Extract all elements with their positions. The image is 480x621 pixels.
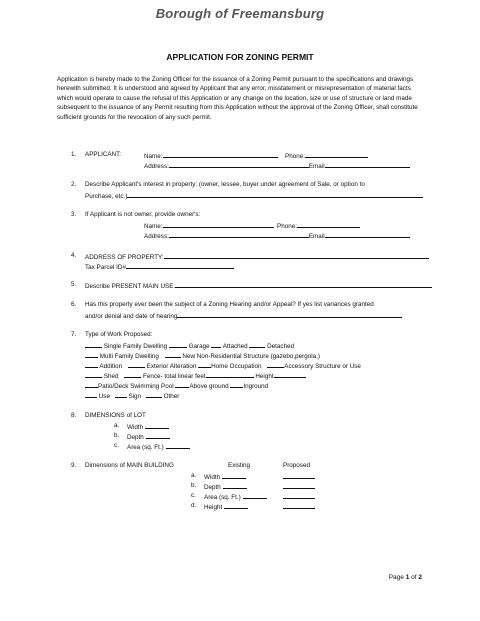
applicant-email-field[interactable] xyxy=(325,160,410,168)
item-letter: b. xyxy=(114,432,120,439)
single-family-label: Single Family Dwelling xyxy=(103,343,168,350)
inground-label: Inground xyxy=(243,383,269,390)
page-word: Page xyxy=(388,574,404,581)
section-number: 1. xyxy=(71,151,77,158)
lot-depth-label: Depth xyxy=(127,434,144,441)
addition-label: Addition xyxy=(99,363,123,370)
item-letter: c. xyxy=(114,442,119,449)
section-number: 9. xyxy=(71,462,77,469)
addition-checkbox[interactable] xyxy=(85,360,98,368)
detached-checkbox[interactable] xyxy=(249,340,265,348)
building-area-existing-field[interactable] xyxy=(243,491,267,499)
phone-label: Phone: xyxy=(285,153,305,160)
owner-email-field[interactable] xyxy=(325,230,410,238)
use-checkbox[interactable] xyxy=(85,390,97,398)
fence-label: Fence- total linear feet xyxy=(142,373,206,380)
property-address-label: ADDRESS OF PROPERTY: xyxy=(85,254,164,261)
owner-label: If Applicant is not owner, provide owner's: xyxy=(85,211,201,218)
exterior-alteration-label: Exterior Alteration xyxy=(146,363,197,370)
applicant-address-field[interactable] xyxy=(169,160,309,168)
main-use-label: Describe PRESENT MAIN USE: xyxy=(85,283,176,290)
building-width-existing-field[interactable] xyxy=(222,471,246,479)
total-pages: 2 xyxy=(418,574,422,581)
name-label: Name: xyxy=(144,223,163,230)
item-letter: c. xyxy=(191,492,196,499)
tax-parcel-field[interactable] xyxy=(126,261,234,269)
current-page: 1 xyxy=(405,574,410,581)
name-label: Name: xyxy=(144,153,163,160)
section-number: 5. xyxy=(71,281,77,288)
multi-family-label: Multi Family Dwelling xyxy=(99,353,159,360)
hearing-question: Has this property ever been the subject of a Zoning Hearing and/or Appeal? If yes list variances granted xyxy=(85,301,374,308)
lot-depth-field[interactable] xyxy=(146,431,170,439)
shed-checkbox[interactable] xyxy=(85,370,102,378)
building-area-proposed-field[interactable] xyxy=(283,491,315,499)
owner-name-field[interactable] xyxy=(163,220,274,228)
building-height-existing-field[interactable] xyxy=(224,501,248,509)
home-occupation-label: Home Occupation xyxy=(211,363,262,370)
interest-question: Describe Applicant's interest in property: (owner, lessee, buyer under agreement of Sale, or option to xyxy=(85,181,365,188)
inground-checkbox[interactable] xyxy=(230,380,243,388)
non-residential-checkbox[interactable] xyxy=(165,350,181,358)
other-checkbox[interactable] xyxy=(146,390,162,398)
proposed-header: Proposed xyxy=(283,462,310,469)
organization-header: Borough of Freemansburg xyxy=(155,6,325,21)
property-address-field[interactable] xyxy=(164,251,429,259)
multi-family-checkbox[interactable] xyxy=(85,350,98,358)
section-number: 6. xyxy=(71,301,77,308)
building-depth-proposed-field[interactable] xyxy=(283,481,315,489)
patio-label: Patio/Deck xyxy=(98,383,129,390)
use-label: Use xyxy=(98,393,110,400)
page-title: APPLICATION FOR ZONING PERMIT xyxy=(166,52,314,62)
above-ground-checkbox[interactable] xyxy=(175,380,189,388)
section-number: 3. xyxy=(71,211,77,218)
lot-width-field[interactable] xyxy=(145,421,169,429)
garage-checkbox[interactable] xyxy=(169,340,187,348)
exterior-alteration-checkbox[interactable] xyxy=(128,360,145,368)
attached-checkbox[interactable] xyxy=(211,340,221,348)
type-of-work-label: Type of Work Proposed: xyxy=(85,331,153,338)
attached-label: Attached xyxy=(222,343,248,350)
above-ground-label: Above ground xyxy=(189,383,229,390)
shed-label: Shed xyxy=(103,373,119,380)
section-number: 8. xyxy=(71,412,77,419)
building-height-label: Height xyxy=(204,504,223,511)
building-depth-label: Depth xyxy=(204,484,221,491)
single-family-checkbox[interactable] xyxy=(85,340,102,348)
interest-field[interactable] xyxy=(127,190,423,198)
interest-question-cont: Purchase, etc.) xyxy=(85,193,128,200)
email-label: Email xyxy=(308,233,325,240)
fence-height-field[interactable] xyxy=(274,370,306,378)
hearing-field[interactable] xyxy=(177,310,402,318)
home-occupation-checkbox[interactable] xyxy=(198,360,211,368)
building-width-proposed-field[interactable] xyxy=(283,471,315,479)
fence-length-field[interactable] xyxy=(206,370,254,378)
sign-checkbox[interactable] xyxy=(115,390,127,398)
item-letter: a. xyxy=(191,472,197,479)
email-label: Email xyxy=(308,163,325,170)
intro-paragraph: Application is hereby made to the Zoning Officer for the issuance of a Zoning Permit pursuant to the specifications and drawings herewith submitted. It is understood and agreed by Applicant that any error, misstatement or misrepresentation of material facts which would operate to cause the refusal of this Application or any change on the location, size or use of structure or land made subsequent to the issuance of any Permit resulting from this Application without the approval of the Zoning Officer, shall constitute sufficient grounds for the revocation of any such permit. xyxy=(57,76,418,121)
phone-label: Phone: xyxy=(277,223,297,230)
patio-checkbox[interactable] xyxy=(85,380,98,388)
address-label: Address: xyxy=(144,163,169,170)
building-depth-existing-field[interactable] xyxy=(223,481,247,489)
accessory-checkbox[interactable] xyxy=(267,360,284,368)
section-number: 2. xyxy=(71,181,77,188)
lot-dimensions-label: DIMENSIONS of LOT xyxy=(85,412,146,419)
owner-address-field[interactable] xyxy=(169,230,309,238)
pool-label: Swimming Pool xyxy=(130,383,174,390)
page-number xyxy=(389,574,422,581)
lot-area-label: Area (sq. Ft.) xyxy=(127,444,164,451)
building-height-proposed-field[interactable] xyxy=(283,501,315,509)
non-residential-label: New Non-Residential Structure (gazebo,pergola,) xyxy=(182,353,320,360)
section-number: 7. xyxy=(71,331,77,338)
tax-parcel-label: Tax Parcel ID# xyxy=(85,264,126,271)
height-label: Height xyxy=(255,373,274,380)
sign-label: Sign xyxy=(128,393,142,400)
applicant-label: APPLICANT: xyxy=(85,151,122,158)
accessory-label: Accessory Structure or Use xyxy=(284,363,361,370)
existing-header: Existing xyxy=(228,462,251,469)
main-use-field[interactable] xyxy=(175,280,432,288)
hearing-question-cont: and/or denial and date of hearing xyxy=(85,313,178,320)
lot-width-label: Width xyxy=(127,424,144,431)
item-letter: d. xyxy=(191,502,197,509)
address-label: Address: xyxy=(144,233,169,240)
item-letter: a. xyxy=(114,422,120,429)
owner-phone-field[interactable] xyxy=(297,220,360,228)
section-number: 4. xyxy=(71,252,77,259)
fence-checkbox[interactable] xyxy=(124,370,141,378)
detached-label: Detached xyxy=(267,343,295,350)
applicant-phone-field[interactable] xyxy=(305,150,368,158)
building-area-label: Area (sq. Ft.) xyxy=(204,494,241,501)
garage-label: Garage xyxy=(188,343,210,350)
lot-area-field[interactable] xyxy=(166,441,190,449)
applicant-name-field[interactable] xyxy=(163,150,278,158)
other-label: Other xyxy=(163,393,180,400)
item-letter: b. xyxy=(191,482,197,489)
building-width-label: Width xyxy=(204,474,221,481)
of-word: of xyxy=(411,574,417,581)
building-dimensions-label: Dimensions of MAIN BUILDING xyxy=(85,462,174,469)
